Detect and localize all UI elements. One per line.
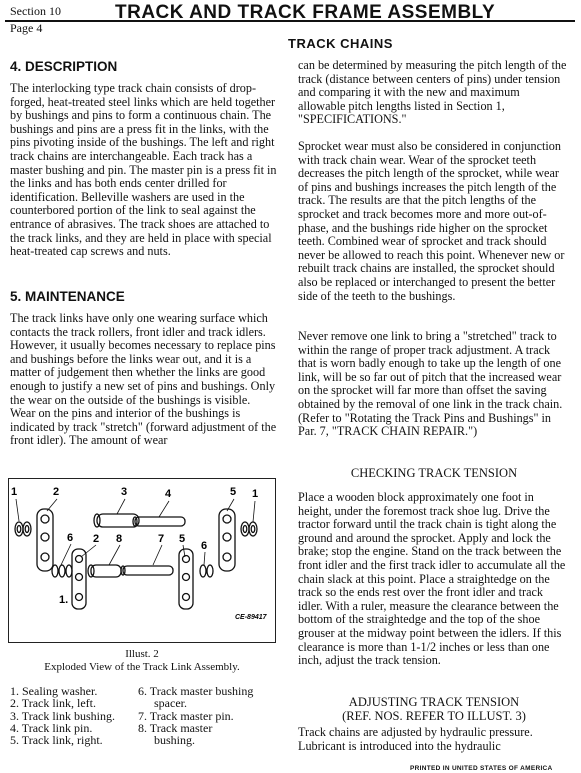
legend-left	[10, 685, 135, 746]
pitch-paragraph: can be determined by measuring the pitch length of the track (distance between centers of pins) under tension and comparing it with the new and maximum allowable pitch lengths listed in Section 1, "SPECIFICATIONS."	[298, 58, 567, 127]
callout-5b: 5	[179, 533, 186, 545]
legend-item: 5. Track link, right.	[10, 733, 103, 748]
exploded-view-illustration	[9, 479, 274, 641]
adjusting-tension-ref: (REF. NOS. REFER TO ILLUST. 3)	[342, 709, 526, 723]
figure-caption: Exploded View of the Track Link Assembly.	[44, 661, 240, 673]
sprocket-paragraph: Sprocket wear must also be considered in conjunction with track chain wear. Wear of the sprocket teeth decreases the pitch length of the sprocket, while wear of pins and bushings increases the pitch length of the track. The results are that the pitch lengths of the sprocket and track becomes more and more out-of-phase, and the bushings ride higher on the sprocket teeth. Combined wear of sprocket and track should never be allowed to reach this point. Whenever new or rebuilt track chains are installed, the sprocket should also be replaced or interchanged to present the better side of the teeth to the bushings.	[298, 139, 565, 303]
legend-item: 7. Track master pin.	[138, 708, 234, 723]
legend-item: 6. Track master bushing	[138, 684, 254, 698]
track-link-figure	[8, 478, 276, 643]
description-text: The interlocking type track chain consists of drop-forged, heat-treated steel links which are held together by bushings and pins to form a continuous chain. The bushings and pins are a press fit in the links, with the pins pivoting inside of the bushings. The left and right track chains are interchangeable. Each track has a master bushing and pin. The master pin is a press fit in the links and has both ends center drilled for identification. Belleville washers are used in the counterbored portion of the link to seal against the entrance of abrasives. The track shoes are attached to the track links, and they are held in place with special heat-treated cap screws and nuts.	[10, 81, 277, 259]
page-number: Page 4	[10, 21, 43, 35]
stretched-track-paragraph: Never remove one link to bring a "stretched" track to within the range of proper track adjustment. A track that is worn badly enough to take up the length of one link, will be so far out of pitch that the increased wear on the sprocket will far more than offset the saving obtained by the removal of one link in the track chain. (Refer to "Rotating the Track Pins and Bushings" in Par. 7, "TRACK CHAIN REPAIR.")	[298, 329, 563, 439]
legend-item: bushing.	[154, 733, 196, 748]
print-footer: PRINTED IN UNITED STATES OF AMERICA	[410, 765, 553, 772]
callout-4: 4	[165, 488, 172, 500]
maintenance-heading: 5. MAINTENANCE	[10, 289, 125, 304]
page-title: TRACK AND TRACK FRAME ASSEMBLY	[115, 2, 496, 23]
description-heading: 4. DESCRIPTION	[10, 59, 118, 74]
figure-ref-code: CE-89417	[235, 614, 267, 621]
legend-item: 1. Sealing washer.	[10, 684, 98, 698]
legend-item: 8. Track master	[138, 720, 213, 735]
checking-tension-text: Place a wooden block approximately one foot in height, under the foremost track shoe lug. Drive the tractor forward until the track chain is tight along the ground and around the sprocket. Apply and lock the brake; stop the engine. Stand on the track between the front idler and the first track idler to accumulate all the chain slack at this point. Place a straightedge on the track so the ends rest over the front idler and track idler. With a ruler, measure the clearance between the bottom of the straightedge and the top of the shoe grouser at the midway point between the idlers. If this clearance is more than 1-1/2 inches or less than one inch, adjust the track tension.	[298, 490, 566, 668]
figure-number: Illust. 2	[125, 648, 159, 660]
legend-item: 2. Track link, left.	[10, 696, 96, 711]
adjusting-tension-heading: ADJUSTING TRACK TENSION	[348, 695, 520, 709]
callout-7: 7	[158, 533, 165, 545]
header-rule	[5, 20, 575, 22]
legend-item: 3. Track link bushing.	[10, 708, 116, 723]
legend-right	[138, 685, 283, 746]
checking-tension-heading: CHECKING TRACK TENSION	[350, 466, 518, 480]
maintenance-text: The track links have only one wearing surface which contacts the track rollers, front idler and track idlers. However, it usually becomes necessary to replace pins and bushings before the links wear out, and it is a matter of judgement then whether the links are good enough to justify a new set of pins and bushings. Only the wear on the outside of the bushings is visible. Wear on the pins and interior of the bushings is indicated by track "stretch" (forward adjustment of the front idler). The amount of wear	[10, 311, 277, 448]
callout-6b: 6	[201, 540, 208, 552]
page-subtitle: TRACK CHAINS	[288, 36, 393, 51]
callout-8: 8	[116, 533, 123, 545]
callout-5: 5	[230, 486, 237, 498]
callout-1c: 1.	[59, 594, 69, 606]
callout-6: 6	[67, 532, 74, 544]
callout-1b: 1	[252, 488, 259, 500]
callout-1: 1	[11, 486, 18, 498]
callout-3: 3	[121, 486, 128, 498]
adjusting-tension-text: Track chains are adjusted by hydraulic pressure. Lubricant is introduced into the hydraulic	[298, 725, 533, 753]
legend-item: spacer.	[154, 696, 187, 711]
legend-item: 4. Track link pin.	[10, 720, 93, 735]
callout-2: 2	[53, 486, 60, 498]
section-label: Section 10	[10, 4, 61, 18]
callout-2b: 2	[93, 533, 100, 545]
